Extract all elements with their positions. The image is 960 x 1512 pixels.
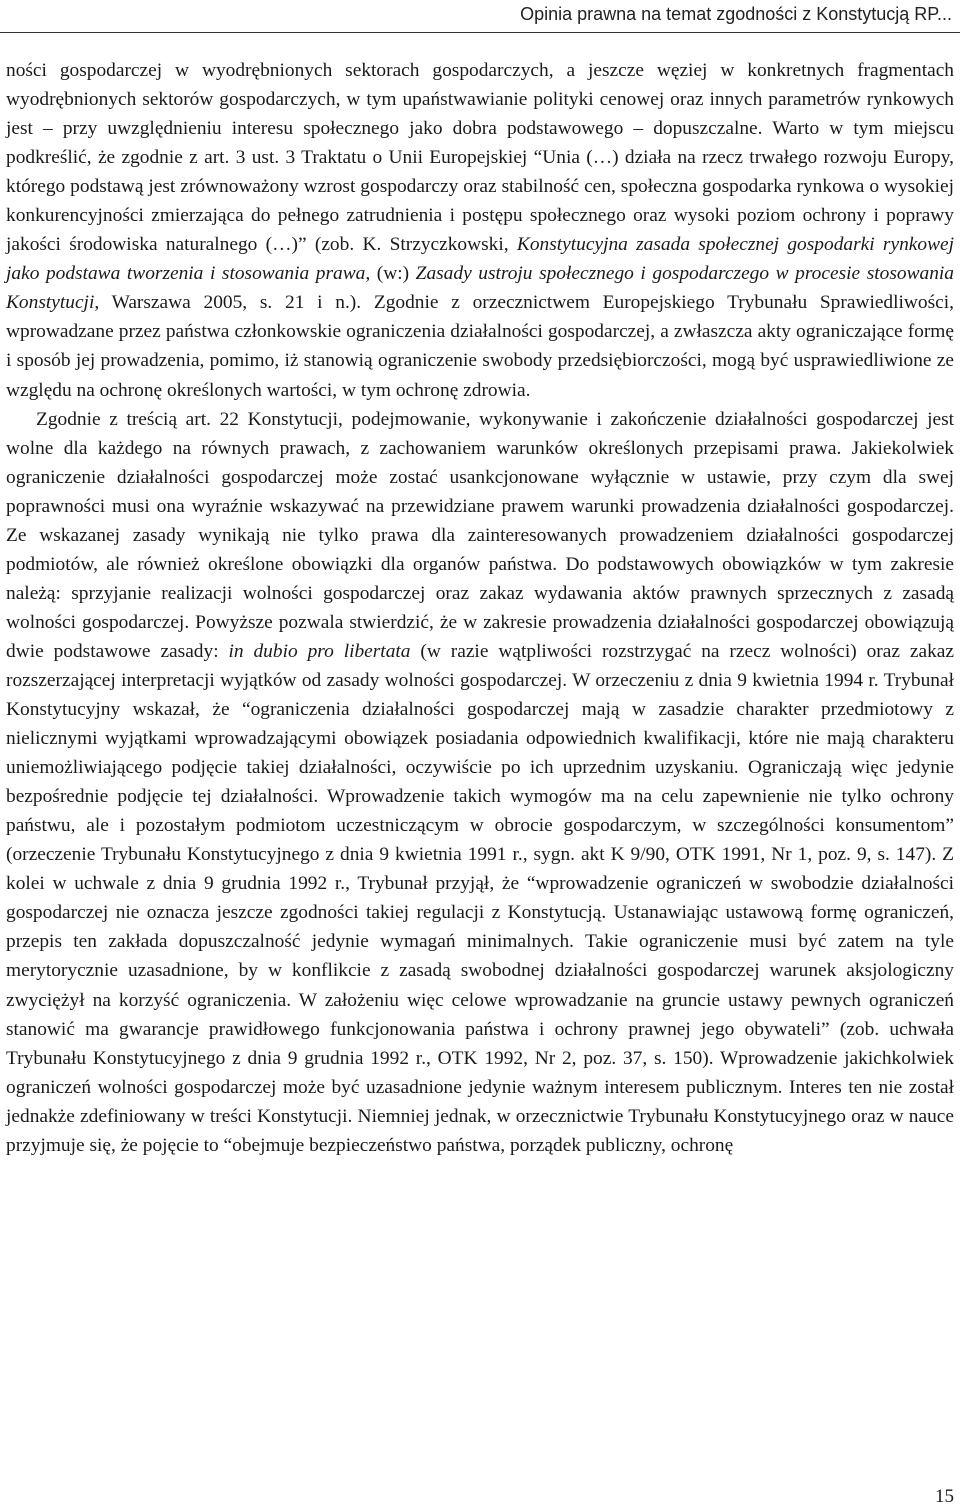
paragraph-2 <box>6 405 954 1160</box>
text-run: ności gospodarczej w wyodrębnionych sektorach gospodarczych, a jeszcze węziej w konkretnych fragmentach wyodrębnionych sektorów gospodarczych, w tym upaństwawianie polityki cenowej oraz innych parametrów rynkowych jest – przy uwzględnieniu interesu społecznego jako dobra podstawowego – dopuszczalne. Warto w tym miejscu podkreślić, że zgodnie z art. 3 ust. 3 Traktatu o Unii Europejskiej “Unia (…) działa na rzecz trwałego rozwoju Europy, którego podstawą jest zrównoważony wzrost gospodarczy oraz stabilność cen, społeczna gospodarka rynkowa o wysokiej konkurencyjności zmierzająca do pełnego zatrudnienia i postępu społecznego oraz wysoki poziom ochrony i poprawy jakości środowiska naturalnego (…)” (zob. K. Strzyczkowski, <box>6 60 954 256</box>
running-header: Opinia prawna na temat zgodności z Konstytucją RP... <box>520 4 952 24</box>
text-run: (w razie wątpliwości rozstrzygać na rzecz wolności) oraz zakaz rozszerzającej interpretacji wyjątków od zasady wolności gospodarczej. W orzeczeniu z dnia 9 kwietnia 1994 r. Trybunał Konstytucyjny wskazał, że “ograniczenia działalności gospodarczej mają w zasadzie charakter przedmiotowy z nielicznymi wyjątkami wprowadzającymi obowiązek posiadania odpowiednich kwalifikacji, które nie mają charakteru uniemożliwiającego podjęcie takiej działalności, oczywiście po ich uprzednim uzyskaniu. Ograniczają więc jedynie bezpośrednie podjęcie tej działalności. Wprowadzenie takich wymogów ma na celu zapewnienie nie tylko ochrony państwu, ale i pozostałym podmiotom uczestniczącym w obrocie gospodarczym, w szczególności konsumentom” (orzeczenie Trybunału Konstytucyjnego z dnia 9 kwietnia 1991 r., sygn. akt K 9/90, OTK 1991, Nr 1, poz. 9, s. 147). Z kolei w uchwale z dnia 9 grudnia 1992 r., Trybunał przyjął, że “wprowadzenie ograniczeń w swobodzie działalności gospodarczej nie oznacza jeszcze zgodności takiej regulacji z Konstytucją. Ustanawiając ustawową formę ograniczeń, przepis ten zakłada dopuszczalność jedynie wymagań minimalnych. Takie ograniczenie musi być zatem na tyle merytorycznie uzasadnione, by w konflikcie z zasadą swobodnej działalności gospodarczej warunek aksjologiczny zwyciężył na korzyść ograniczenia. W założeniu więc celowe wprowadzanie na gruncie ustawy pewnych ograniczeń stanowić ma gwarancje prawidłowego funkcjonowania państwa i ochrony prawnej jego obywateli” (zob. uchwała Trybunału Konstytucyjnego z dnia 9 grudnia 1992 r., OTK 1992, Nr 2, poz. 37, s. 150). Wprowadzenie jakichkolwiek ograniczeń wolności gospodarczej może być uzasadnione jedynie ważnym interesem publicznym. Interes ten nie został jednakże zdefiniowany w treści Konstytucji. Niemniej jednak, w orzecznictwie Trybunału Konstytucyjnego oraz w nauce przyjmuje się, że pojęcie to “obejmuje bezpieczeństwo państwa, porządek publiczny, ochronę <box>6 640 954 1156</box>
header-divider <box>0 32 960 33</box>
document-body <box>6 56 954 1160</box>
page-number: 15 <box>935 1486 954 1507</box>
text-run: , Warszawa 2005, s. 21 i n.). Zgodnie z orzecznictwem Europejskiego Trybunału Sprawiedliwości, wprowadzane przez państwa członkowskie ograniczenia działalności gospodarczej, a zwłaszcza akty ograniczające formę i sposób jej prowadzenia, pomimo, iż stanowią ograniczenie swobody przedsiębiorczości, mogą być usprawiedliwione ze względu na ochronę określonych wartości, w tym ochronę zdrowia. <box>6 292 954 401</box>
citation-title: Zasady ustroju społecznego i gospodarczego w procesie stosowania Konstytucji <box>6 263 954 314</box>
text-run: Zgodnie z treścią art. 22 Konstytucji, podejmowanie, wykonywanie i zakończenie działalności gospodarczej jest wolne dla każdego na równych prawach, z zachowaniem warunków określonych przepisami prawa. Jakiekolwiek ograniczenie działalności gospodarczej może zostać usankcjonowane wyłącznie w ustawie, przy czym dla swej poprawności musi ona wyraźnie wskazywać na przewidziane prawem warunki prowadzenia działalności gospodarczej. Ze wskazanej zasady wynikają nie tylko prawa dla zainteresowanych prowadzeniem działalności gospodarczej podmiotów, ale również określone obowiązki dla organów państwa. Do podstawowych obowiązków w tym zakresie należą: sprzyjanie realizacji wolności gospodarczej oraz zakaz wydawania aktów prawnych sprzecznych z zasadą wolności gospodarczej. Powyższe pozwala stwierdzić, że w zakresie prowadzenia działalności gospodarczej obowiązują dwie podstawowe zasady: <box>6 408 954 662</box>
paragraph-1 <box>6 56 954 405</box>
text-run: (w:) <box>370 263 416 285</box>
citation-title: Konstytucyjna zasada społecznej gospodarki rynkowej jako podstawa tworzenia i stosowania prawa, <box>6 234 954 285</box>
latin-phrase: in dubio pro libertata <box>228 640 411 662</box>
